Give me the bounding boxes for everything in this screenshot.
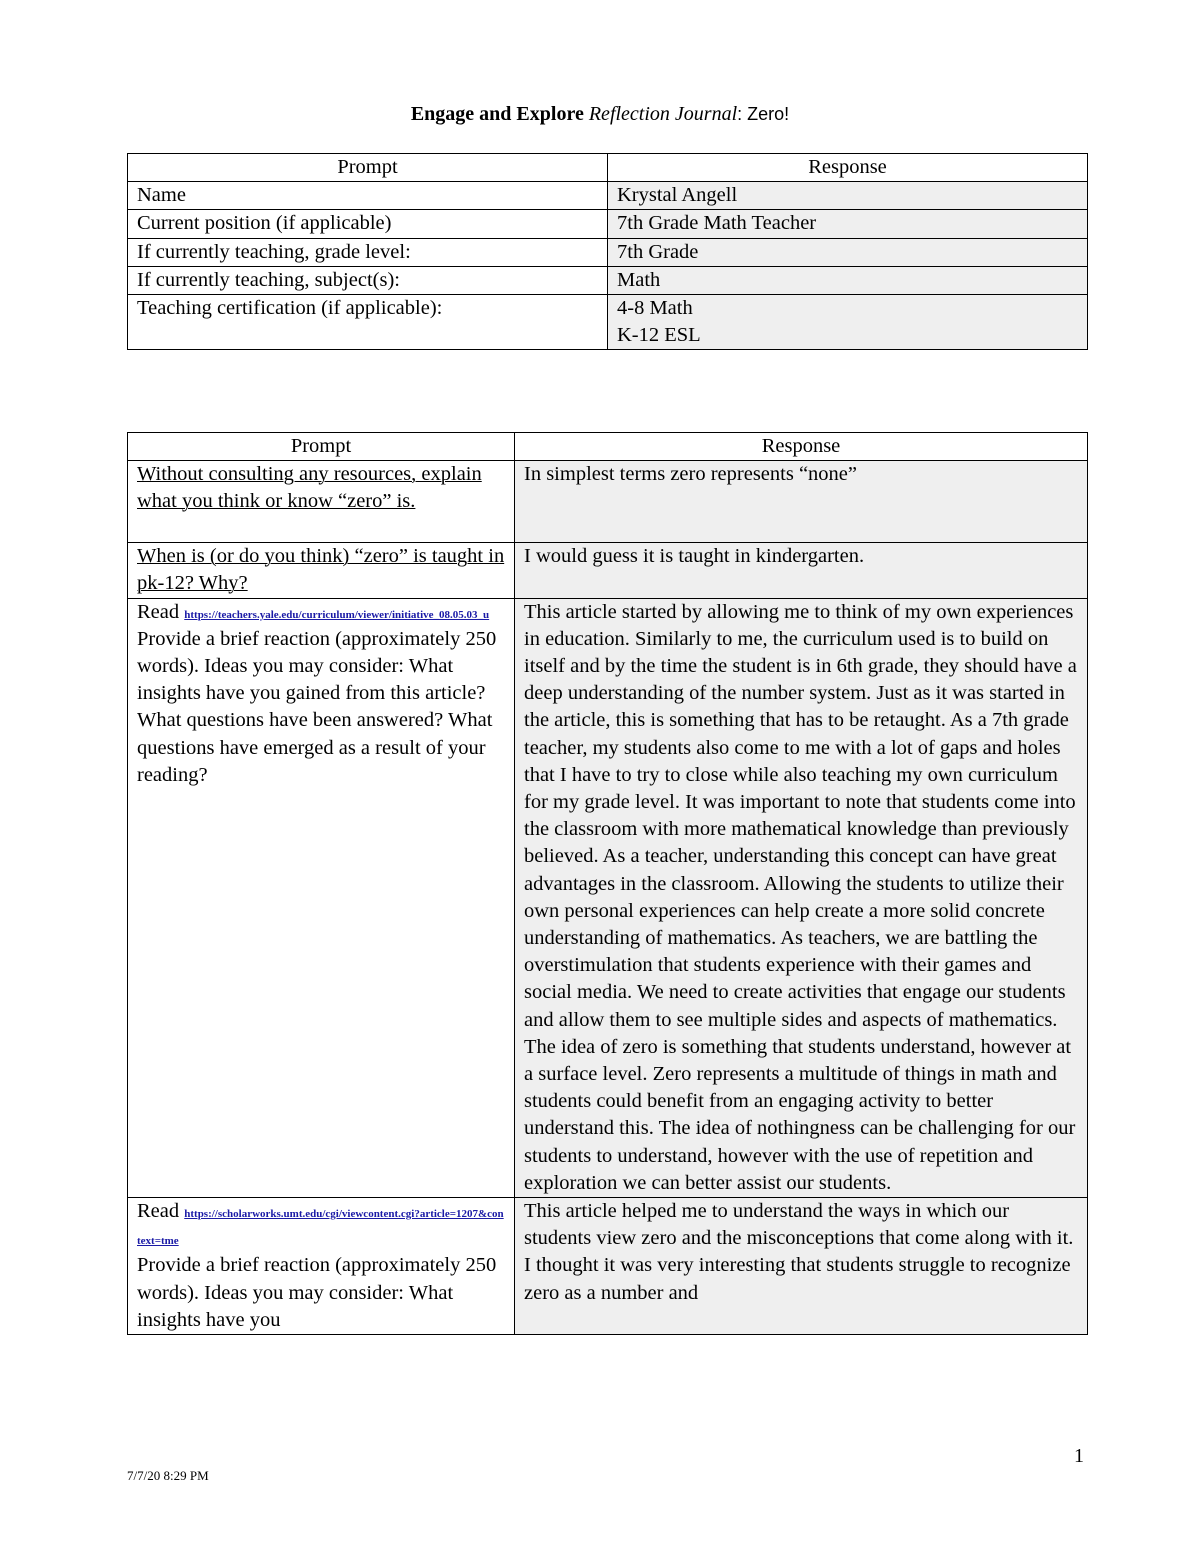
prompt-text: Without consulting any resources, explain what you think or know “zero” is. [137, 463, 482, 513]
info-header-response: Response [608, 154, 1088, 182]
read-line [137, 1198, 505, 1252]
article-link[interactable]: https://teachers.yale.edu/curriculum/viewer/initiative_08.05.03_u [184, 608, 490, 621]
print-timestamp: 7/7/20 8:29 PM [127, 1468, 209, 1483]
info-prompt-cell: Name [128, 182, 608, 210]
info-table [127, 153, 1088, 350]
info-header-row [128, 154, 1088, 182]
info-prompt-cell: Teaching certification (if applicable): [128, 295, 608, 350]
page-number: 1 [1074, 1445, 1084, 1467]
reflection-header-row [128, 433, 1088, 461]
article-link[interactable]: https://scholarworks.umt.edu/cgi/viewcontent.cgi?article=1207&context=tme [137, 1208, 504, 1248]
reflection-header-response: Response [515, 433, 1088, 461]
reflection-prompt-cell [128, 598, 515, 1197]
prompt-text: Provide a brief reaction (approximately 250 words). Ideas you may consider: What insights have you [137, 1254, 497, 1331]
info-prompt-cell: If currently teaching, subject(s): [128, 266, 608, 294]
info-response-cell: 7th Grade Math Teacher [608, 210, 1088, 238]
info-response-cell [608, 295, 1088, 350]
title-italic: Reflection Journal [588, 103, 738, 125]
info-prompt-cell: If currently teaching, grade level: [128, 238, 608, 266]
table-row [128, 266, 1088, 294]
info-response-cell: Math [608, 266, 1088, 294]
info-header-prompt: Prompt [128, 154, 608, 182]
info-response-cell: 7th Grade [608, 238, 1088, 266]
table-row [128, 295, 1088, 350]
prompt-text: Provide a brief reaction (approximately 250 words). Ideas you may consider: What insights have you gained from this article? What questions have been answered? What questions have emerged as a result of your reading? [137, 627, 497, 786]
reflection-response-cell: I would guess it is taught in kindergarten. [515, 543, 1088, 598]
info-prompt-cell: Current position (if applicable) [128, 210, 608, 238]
certification-line: 4-8 Math [617, 297, 693, 320]
reflection-prompt-cell [128, 461, 515, 543]
table-row [128, 543, 1088, 598]
table-row [128, 461, 1088, 543]
info-response-cell: Krystal Angell [608, 182, 1088, 210]
table-row [128, 598, 1088, 1197]
table-row [128, 238, 1088, 266]
read-line [137, 599, 505, 626]
table-row [128, 182, 1088, 210]
reflection-header-prompt: Prompt [128, 433, 515, 461]
table-row [128, 1198, 1088, 1335]
title-bold: Engage and Explore [410, 103, 584, 125]
document-title [0, 100, 1200, 128]
title-rest: : Zero! [737, 104, 790, 124]
reflection-prompt-cell [128, 543, 515, 598]
reflection-response-cell: This article started by allowing me to think of my own experiences in education. Similarly to me, the curriculum used is to build on itself and by the time the student is in 6th grade, they should have a deep understanding of the number system. Just as it was started in the article, this is something that has to be retaught. As a 7th grade teacher, my students also come to me with a lot of gaps and holes that I have to try to close while also teaching my own curriculum for my grade level. It was important to note that students come into the classroom with more mathematical knowledge than previously believed. As a teacher, understanding this concept can have great advantages in the classroom. Allowing the students to utilize their own personal experiences can help create a more solid concrete understanding of mathematics. As teachers, we are battling the overstimulation that students experience with their games and social media. We need to create activities that engage our students and allow them to see multiple sides and aspects of mathematics. The idea of zero is something that students understand, however at a surface level. Zero represents a multitude of things in math and students could benefit from an engaging activity to better understand this. The idea of nothingness can be challenging for our students to understand, however with the use of repetition and exploration we can better assist our students. [515, 598, 1088, 1197]
reflection-response-cell: In simplest terms zero represents “none” [515, 461, 1088, 543]
read-label: Read [137, 1200, 180, 1223]
reflection-response-cell: This article helped me to understand the ways in which our students view zero and the misconceptions that come along with it. I thought it was very interesting that students struggle to recognize zero as a number and [515, 1198, 1088, 1335]
prompt-text: When is (or do you think) “zero” is taught in pk-12? Why? [137, 545, 505, 595]
reflection-table [127, 432, 1088, 1335]
certification-line: K-12 ESL [617, 324, 701, 347]
reflection-prompt-cell [128, 1198, 515, 1335]
table-row [128, 210, 1088, 238]
read-label: Read [137, 600, 180, 623]
